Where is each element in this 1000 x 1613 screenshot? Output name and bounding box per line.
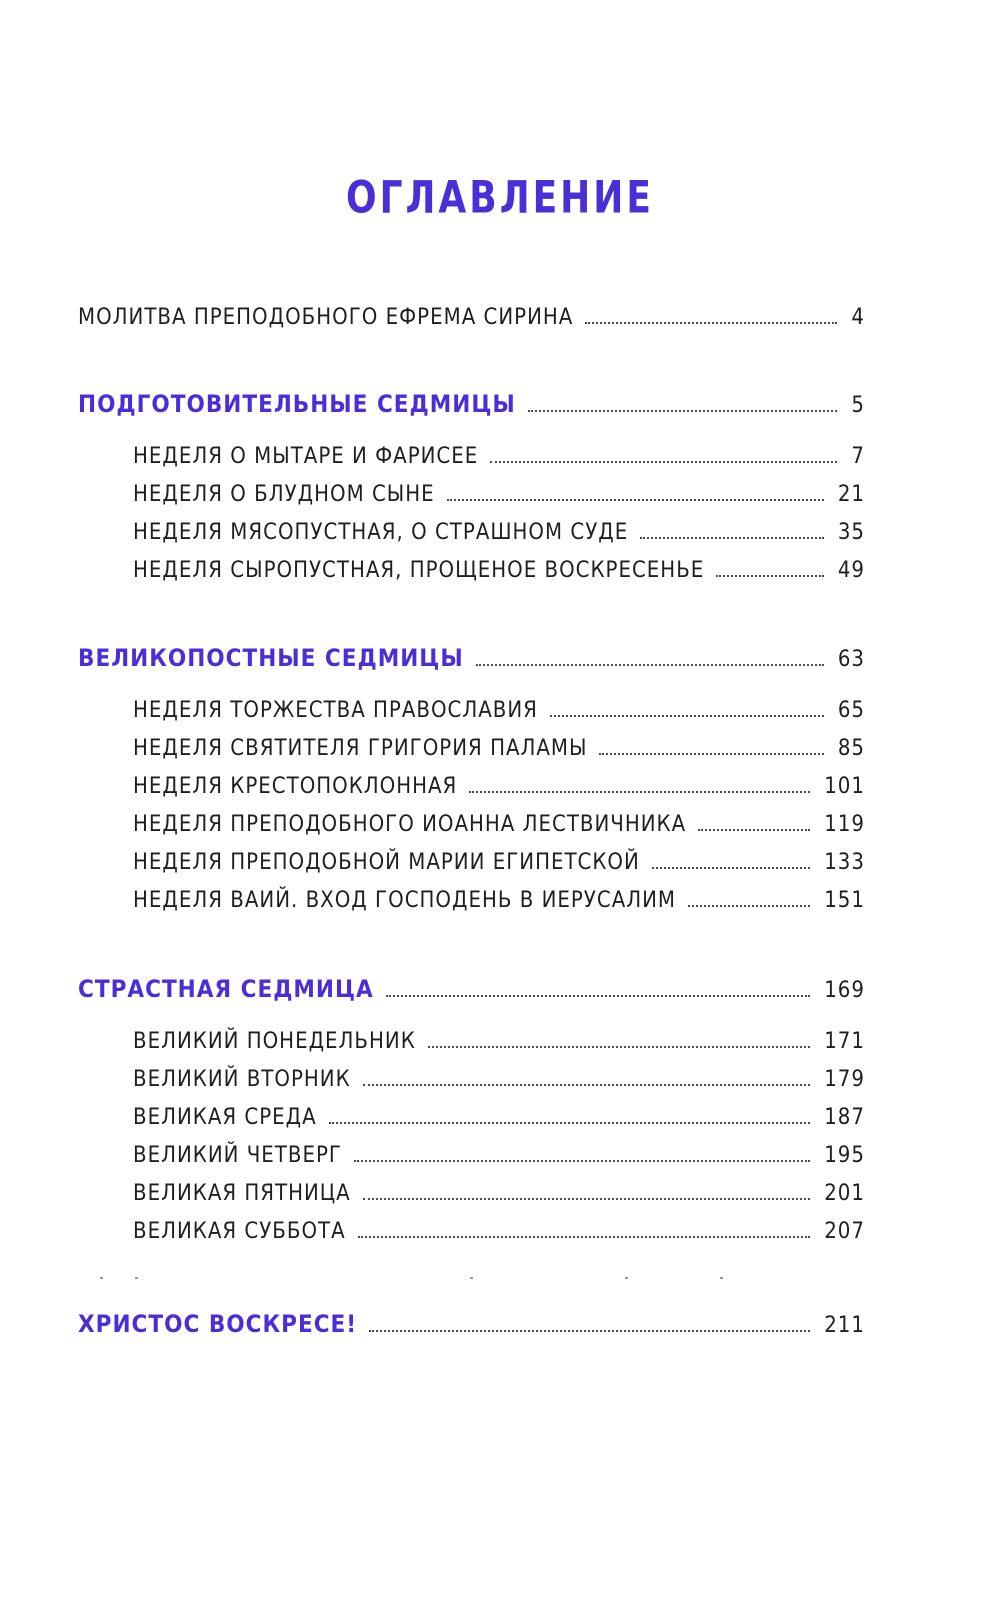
toc-item[interactable] bbox=[133, 444, 865, 469]
dot-leader bbox=[329, 1121, 811, 1124]
toc-item[interactable] bbox=[133, 1181, 865, 1206]
toc-item-page: 101 bbox=[824, 774, 865, 799]
toc-item-page: 7 bbox=[851, 444, 865, 469]
toc-item-label: НЕДЕЛЯ СЫРОПУСТНАЯ, ПРОЩЕНОЕ ВОСКРЕСЕНЬЕ bbox=[133, 558, 705, 583]
toc-item[interactable] bbox=[133, 1143, 865, 1168]
toc-section-passion-week[interactable] bbox=[78, 975, 865, 1003]
toc-section-preparatory-weeks[interactable] bbox=[78, 390, 865, 418]
toc-item-page: 151 bbox=[824, 888, 865, 913]
dot-leader bbox=[585, 321, 837, 324]
toc-section-label: СТРАСТНАЯ СЕДМИЦА bbox=[78, 975, 374, 1003]
toc-item-label: ВЕЛИКИЙ ВТОРНИК bbox=[133, 1067, 351, 1092]
dot-leader bbox=[550, 714, 824, 717]
scan-speck bbox=[135, 1277, 138, 1279]
toc-entry-page: 4 bbox=[851, 305, 865, 330]
toc-section-page: 211 bbox=[824, 1313, 865, 1338]
toc-item-label: НЕДЕЛЯ ПРЕПОДОБНОГО ИОАННА ЛЕСТВИЧНИКА bbox=[133, 812, 687, 837]
dot-leader bbox=[528, 409, 838, 412]
toc-section-page: 5 bbox=[851, 393, 865, 418]
dot-leader bbox=[698, 828, 810, 831]
toc-item[interactable] bbox=[133, 888, 865, 913]
page-title: ОГЛАВЛЕНИЕ bbox=[346, 172, 654, 224]
toc-item-label: НЕДЕЛЯ ТОРЖЕСТВА ПРАВОСЛАВИЯ bbox=[133, 698, 538, 723]
toc-item-label: ВЕЛИКАЯ ПЯТНИЦА bbox=[133, 1181, 351, 1206]
scan-speck bbox=[625, 1277, 628, 1279]
toc-item[interactable] bbox=[133, 698, 865, 723]
scan-speck bbox=[470, 1277, 473, 1279]
dot-leader bbox=[447, 498, 824, 501]
toc-item[interactable] bbox=[133, 774, 865, 799]
toc-item-label: ВЕЛИКИЙ ЧЕТВЕРГ bbox=[133, 1143, 342, 1168]
toc-item-label: ВЕЛИКАЯ СУББОТА bbox=[133, 1219, 346, 1244]
toc-item[interactable] bbox=[133, 736, 865, 761]
toc-section-lenten-weeks[interactable] bbox=[78, 644, 865, 672]
dot-leader bbox=[640, 536, 824, 539]
toc-item-page: 35 bbox=[837, 520, 865, 545]
toc-item-page: 179 bbox=[824, 1067, 865, 1092]
toc-item-page: 187 bbox=[824, 1105, 865, 1130]
dot-leader bbox=[354, 1159, 810, 1162]
dot-leader bbox=[386, 994, 810, 997]
toc-entry-prayer[interactable] bbox=[78, 305, 865, 330]
toc-item-page: 85 bbox=[837, 736, 865, 761]
toc-item-label: НЕДЕЛЯ О МЫТАРЕ И ФАРИСЕЕ bbox=[133, 444, 479, 469]
toc-item-label: ВЕЛИКАЯ СРЕДА bbox=[133, 1105, 317, 1130]
toc-section-page: 169 bbox=[824, 978, 865, 1003]
toc-item-page: 171 bbox=[824, 1029, 865, 1054]
toc-item[interactable] bbox=[133, 1029, 865, 1054]
toc-item[interactable] bbox=[133, 482, 865, 507]
toc-item[interactable] bbox=[133, 850, 865, 875]
toc-item[interactable] bbox=[133, 1219, 865, 1244]
toc-item-page: 49 bbox=[837, 558, 865, 583]
toc-item[interactable] bbox=[133, 1105, 865, 1130]
toc-section-christ-is-risen[interactable] bbox=[78, 1310, 865, 1338]
toc-item-page: 207 bbox=[824, 1219, 865, 1244]
toc-item-label: ВЕЛИКИЙ ПОНЕДЕЛЬНИК bbox=[133, 1029, 416, 1054]
toc-item[interactable] bbox=[133, 558, 865, 583]
dot-leader bbox=[469, 790, 810, 793]
toc-item-page: 195 bbox=[824, 1143, 865, 1168]
toc-item-page: 119 bbox=[824, 812, 865, 837]
dot-leader bbox=[599, 752, 823, 755]
dot-leader bbox=[490, 460, 837, 463]
toc-item-label: НЕДЕЛЯ КРЕСТОПОКЛОННАЯ bbox=[133, 774, 458, 799]
toc-item-page: 21 bbox=[837, 482, 865, 507]
toc-item-page: 133 bbox=[824, 850, 865, 875]
toc-item[interactable] bbox=[133, 812, 865, 837]
dot-leader bbox=[652, 866, 810, 869]
dot-leader bbox=[428, 1045, 810, 1048]
toc-section-label: ПОДГОТОВИТЕЛЬНЫЕ СЕДМИЦЫ bbox=[78, 390, 516, 418]
dot-leader bbox=[363, 1197, 811, 1200]
scan-speck bbox=[720, 1277, 723, 1279]
toc-item-label: НЕДЕЛЯ ВАИЙ. ВХОД ГОСПОДЕНЬ В ИЕРУСАЛИМ bbox=[133, 888, 677, 913]
dot-leader bbox=[716, 574, 824, 577]
toc-section-page: 63 bbox=[837, 647, 865, 672]
dot-leader bbox=[476, 663, 824, 666]
toc-item-label: НЕДЕЛЯ МЯСОПУСТНАЯ, О СТРАШНОМ СУДЕ bbox=[133, 520, 629, 545]
toc-item-page: 65 bbox=[837, 698, 865, 723]
toc-item-label: НЕДЕЛЯ СВЯТИТЕЛЯ ГРИГОРИЯ ПАЛАМЫ bbox=[133, 736, 588, 761]
toc-item-label: НЕДЕЛЯ О БЛУДНОМ СЫНЕ bbox=[133, 482, 435, 507]
toc-item[interactable] bbox=[133, 520, 865, 545]
toc-section-label: ВЕЛИКОПОСТНЫЕ СЕДМИЦЫ bbox=[78, 644, 464, 672]
toc-item-label: НЕДЕЛЯ ПРЕПОДОБНОЙ МАРИИ ЕГИПЕТСКОЙ bbox=[133, 850, 640, 875]
scan-speck bbox=[100, 1277, 103, 1279]
dot-leader bbox=[369, 1329, 810, 1332]
toc-item[interactable] bbox=[133, 1067, 865, 1092]
dot-leader bbox=[688, 904, 810, 907]
toc-entry-label: МОЛИТВА ПРЕПОДОБНОГО ЕФРЕМА СИРИНА bbox=[78, 305, 574, 330]
toc-section-label: ХРИСТОС ВОСКРЕСЕ! bbox=[78, 1310, 358, 1338]
dot-leader bbox=[358, 1235, 811, 1238]
toc-item-page: 201 bbox=[824, 1181, 865, 1206]
dot-leader bbox=[363, 1083, 811, 1086]
